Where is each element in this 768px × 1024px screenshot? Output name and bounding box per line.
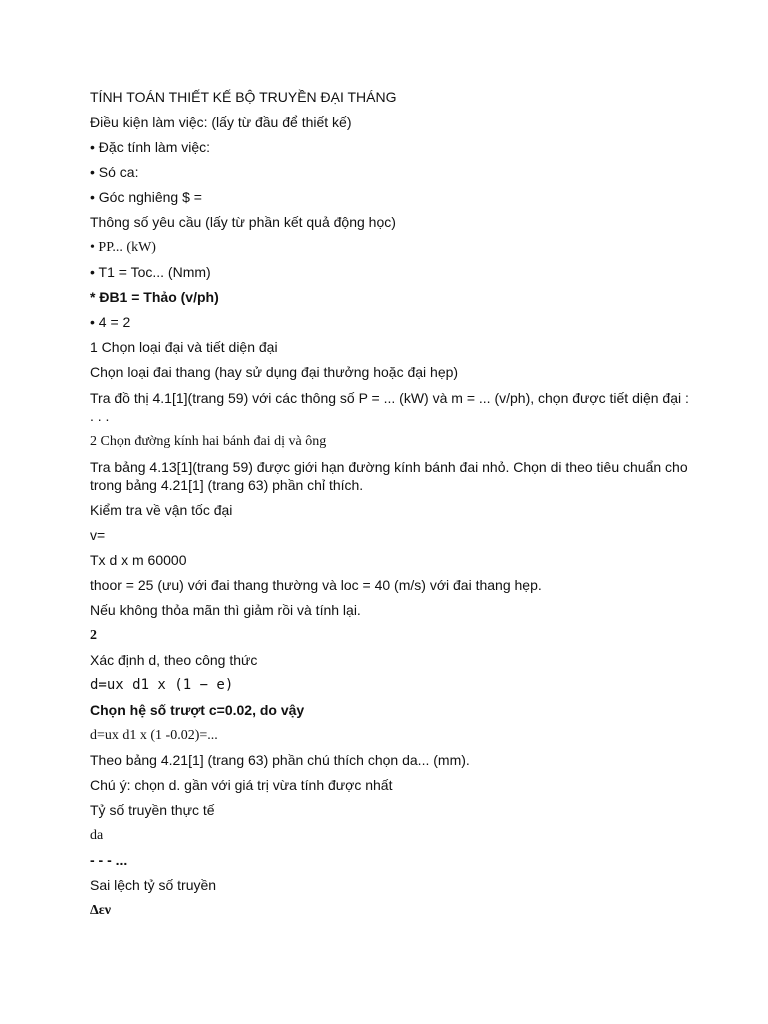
table-selection-text: Theo bảng 4.21[1] (trang 63) phần chú thích chọn da... (mm). — [90, 752, 470, 768]
actual-ratio-heading: Tỷ số truyền thực tế — [90, 802, 215, 818]
required-parameters-heading: Thông số yêu cầu (lấy từ phần kết quả động học) — [90, 214, 396, 230]
bullet-ratio: • 4 = 2 — [90, 314, 131, 330]
bullet-inclination-angle: • Góc nghiêng $ = — [90, 189, 202, 205]
graph-lookup-text: Tra đồ thị 4.1[1](trang 59) với các thông số P = ... (kW) và m = ... (v/ph), chọn được tiết diện đại : . . . — [90, 390, 693, 424]
bullet-torque: • T1 = Toc... (Nmm) — [90, 264, 211, 280]
dash-placeholder: - - - ... — [90, 852, 128, 868]
recalculate-note: Nếu không thỏa mãn thì giảm rồi và tính lại. — [90, 602, 361, 618]
ratio-deviation-heading: Sai lệch tỷ số truyền — [90, 877, 217, 893]
velocity-check-heading: Kiểm tra về vận tốc đại — [90, 502, 233, 518]
determine-d-text: Xác định d, theo công thức — [90, 652, 258, 668]
document-title: TÍNH TOÁN THIẾT KẾ BỘ TRUYỀN ĐẠI THÁNG — [90, 89, 397, 105]
bullet-working-characteristic: • Đặc tính làm việc: — [90, 139, 211, 155]
delta-symbol: Δεν — [90, 903, 112, 918]
section-2-heading: 2 Chọn đường kính hai bánh đai dị và ông — [90, 434, 327, 449]
note-text: Chú ý: chọn d. gần với giá trị vừa tính được nhất — [90, 777, 393, 793]
step-number: 2 — [90, 628, 97, 643]
velocity-limits-text: thoor = 25 (ưu) với đai thang thường và loc = 40 (m/s) với đai thang hẹp. — [90, 577, 542, 593]
d-formula: d=ux d1 x (1 − e) — [90, 677, 234, 693]
velocity-formula-rhs: Tx d x m 60000 — [90, 552, 187, 568]
section-1-heading: 1 Chọn loại đại và tiết diện đại — [90, 339, 278, 355]
bullet-shifts: • Só ca: — [90, 164, 139, 180]
belt-type-text: Chọn loại đai thang (hay sử dụng đại thưởng hoặc đại hẹp) — [90, 364, 459, 380]
speed-line: * ĐB1 = Thảo (v/ph) — [90, 289, 219, 305]
slip-coefficient-text: Chọn hệ số trượt c=0.02, do vậy — [90, 702, 305, 718]
working-conditions-heading: Điều kiện làm việc: (lấy từ đầu để thiết kế) — [90, 114, 352, 130]
velocity-formula-lhs: v= — [90, 527, 106, 543]
da-label: da — [90, 828, 104, 843]
bullet-power: • PP... (kW) — [90, 240, 156, 255]
d-computed-formula: d=ux d1 x (1 -0.02)=... — [90, 728, 218, 743]
table-lookup-text: Tra bảng 4.13[1](trang 59) được giới hạn đường kính bánh đai nhỏ. Chọn di theo tiêu chuẩn cho trong bảng 4.21[1] (trang 63) phần chỉ thích. — [90, 459, 692, 493]
document-page — [90, 89, 693, 927]
